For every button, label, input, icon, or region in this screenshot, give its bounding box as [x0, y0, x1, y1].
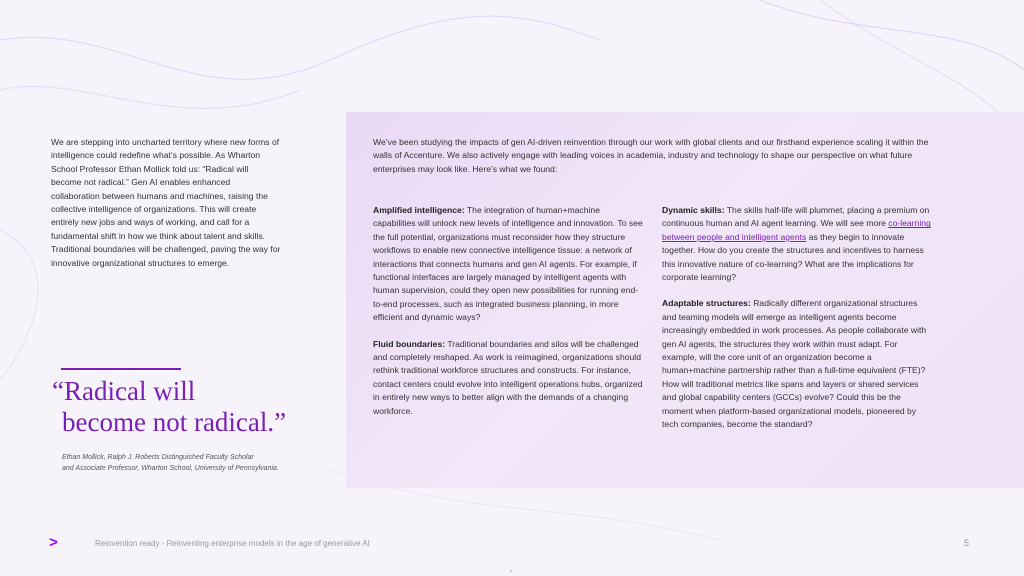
finding-body: Traditional boundaries and silos will be challenged and completely reshaped. As work is reimagined, organizations should rethink traditional workforce structures and constructs. For instance, contact centers could evolve into intelligent operations hubs, organized in entirely new ways to better align with the demands of a changing workforce.	[373, 338, 643, 416]
pull-quote	[52, 376, 322, 438]
attribution-line-2: and Associate Professor, Wharton School, University of Pennsylvania.	[62, 465, 279, 472]
finding-heading: Fluid boundaries:	[373, 338, 446, 349]
finding-body-continued: as they begin to innovate together. How do you create the structures and incentives to harness this innovative nature of co-learning? What are the implications for corporate learning?	[662, 231, 924, 283]
finding-heading: Dynamic skills:	[662, 205, 725, 215]
panel-intro: We’ve been studying the impacts of gen AI-driven reinvention through our work with global clients and our firsthand experience scaling it within the walls of Accenture. We also actively engage with leading voices in academia, industry and technology to shape our perspective on what future enterprises may look like. Here’s what we found:	[373, 137, 929, 174]
page-number: 5	[964, 538, 970, 548]
quote-line-2: become not radical.”	[62, 407, 287, 437]
finding-body: The skills half-life will plummet, placing a premium on continuous human and AI agent learning. We will see more	[662, 205, 930, 229]
quote-attribution	[62, 452, 332, 474]
quote-divider	[61, 368, 181, 370]
intro-paragraph: We are stepping into uncharted territory where new forms of intelligence could redefine what’s possible. As Wharton School Professor Ethan Mollick told us: “Radical will become not radical.” Gen AI enables enhanced collaboration between humans and machines, raising the collective intelligence of organizations. This will create entirely new jobs and ways of working, and call for a fundamental shift in how we think about talent and skills. Traditional boundaries will be challenged, paving the way for innovative organizational structures to emerge.	[51, 137, 281, 268]
findings-column-left	[373, 204, 643, 431]
findings-column-right	[662, 204, 932, 445]
finding-adaptable-structures	[662, 297, 932, 431]
finding-amplified-intelligence	[373, 204, 643, 325]
finding-fluid-boundaries	[373, 338, 643, 418]
footer-title: Reinvention ready - Reinventing enterprise models in the age of generative AI	[95, 539, 370, 548]
quote-line-1: “Radical will	[52, 376, 196, 406]
finding-heading: Adaptable structures:	[662, 298, 751, 309]
co-learning-link[interactable]: co-learning between people and intelligent agents	[662, 218, 931, 242]
finding-heading: Amplified intelligence:	[373, 205, 465, 215]
finding-dynamic-skills	[662, 204, 932, 284]
finding-body: Radically different organizational structures and teaming models will emerge as intelligent agents become increasingly embedded in work processes. As people collaborate with gen AI agents, the structures they work within must adapt. For example, will the core unit of an organization become a human+machine partnership rather than a full-time equivalent (FTE)? How will traditional metrics like spans and layers or shared services and global capability centers (GCCs) evolve? Could this be the moment when platform-based organizational models, pioneered by tech companies, become the standard?	[662, 298, 927, 430]
attribution-line-1: Ethan Mollick, Ralph J. Roberts Distinguished Faculty Scholar	[62, 454, 254, 461]
finding-body: The integration of human+machine capabilities will unlock new levels of intelligence and innovation. To see the full potential, organizations must reconsider how they structure workflows to enable new connective intelligence tissue: a network of interactions that connects humans and gen AI agents. For example, if functional interfaces are largely managed by intelligent agents with human supervision, could they open new possibilities for running end-to-end processes, such as integrated business planning, in more efficient and dynamic ways?	[373, 205, 643, 323]
page-indicator-dot	[510, 570, 512, 572]
intro-column	[51, 136, 281, 270]
accenture-logo-icon: >	[49, 534, 58, 551]
